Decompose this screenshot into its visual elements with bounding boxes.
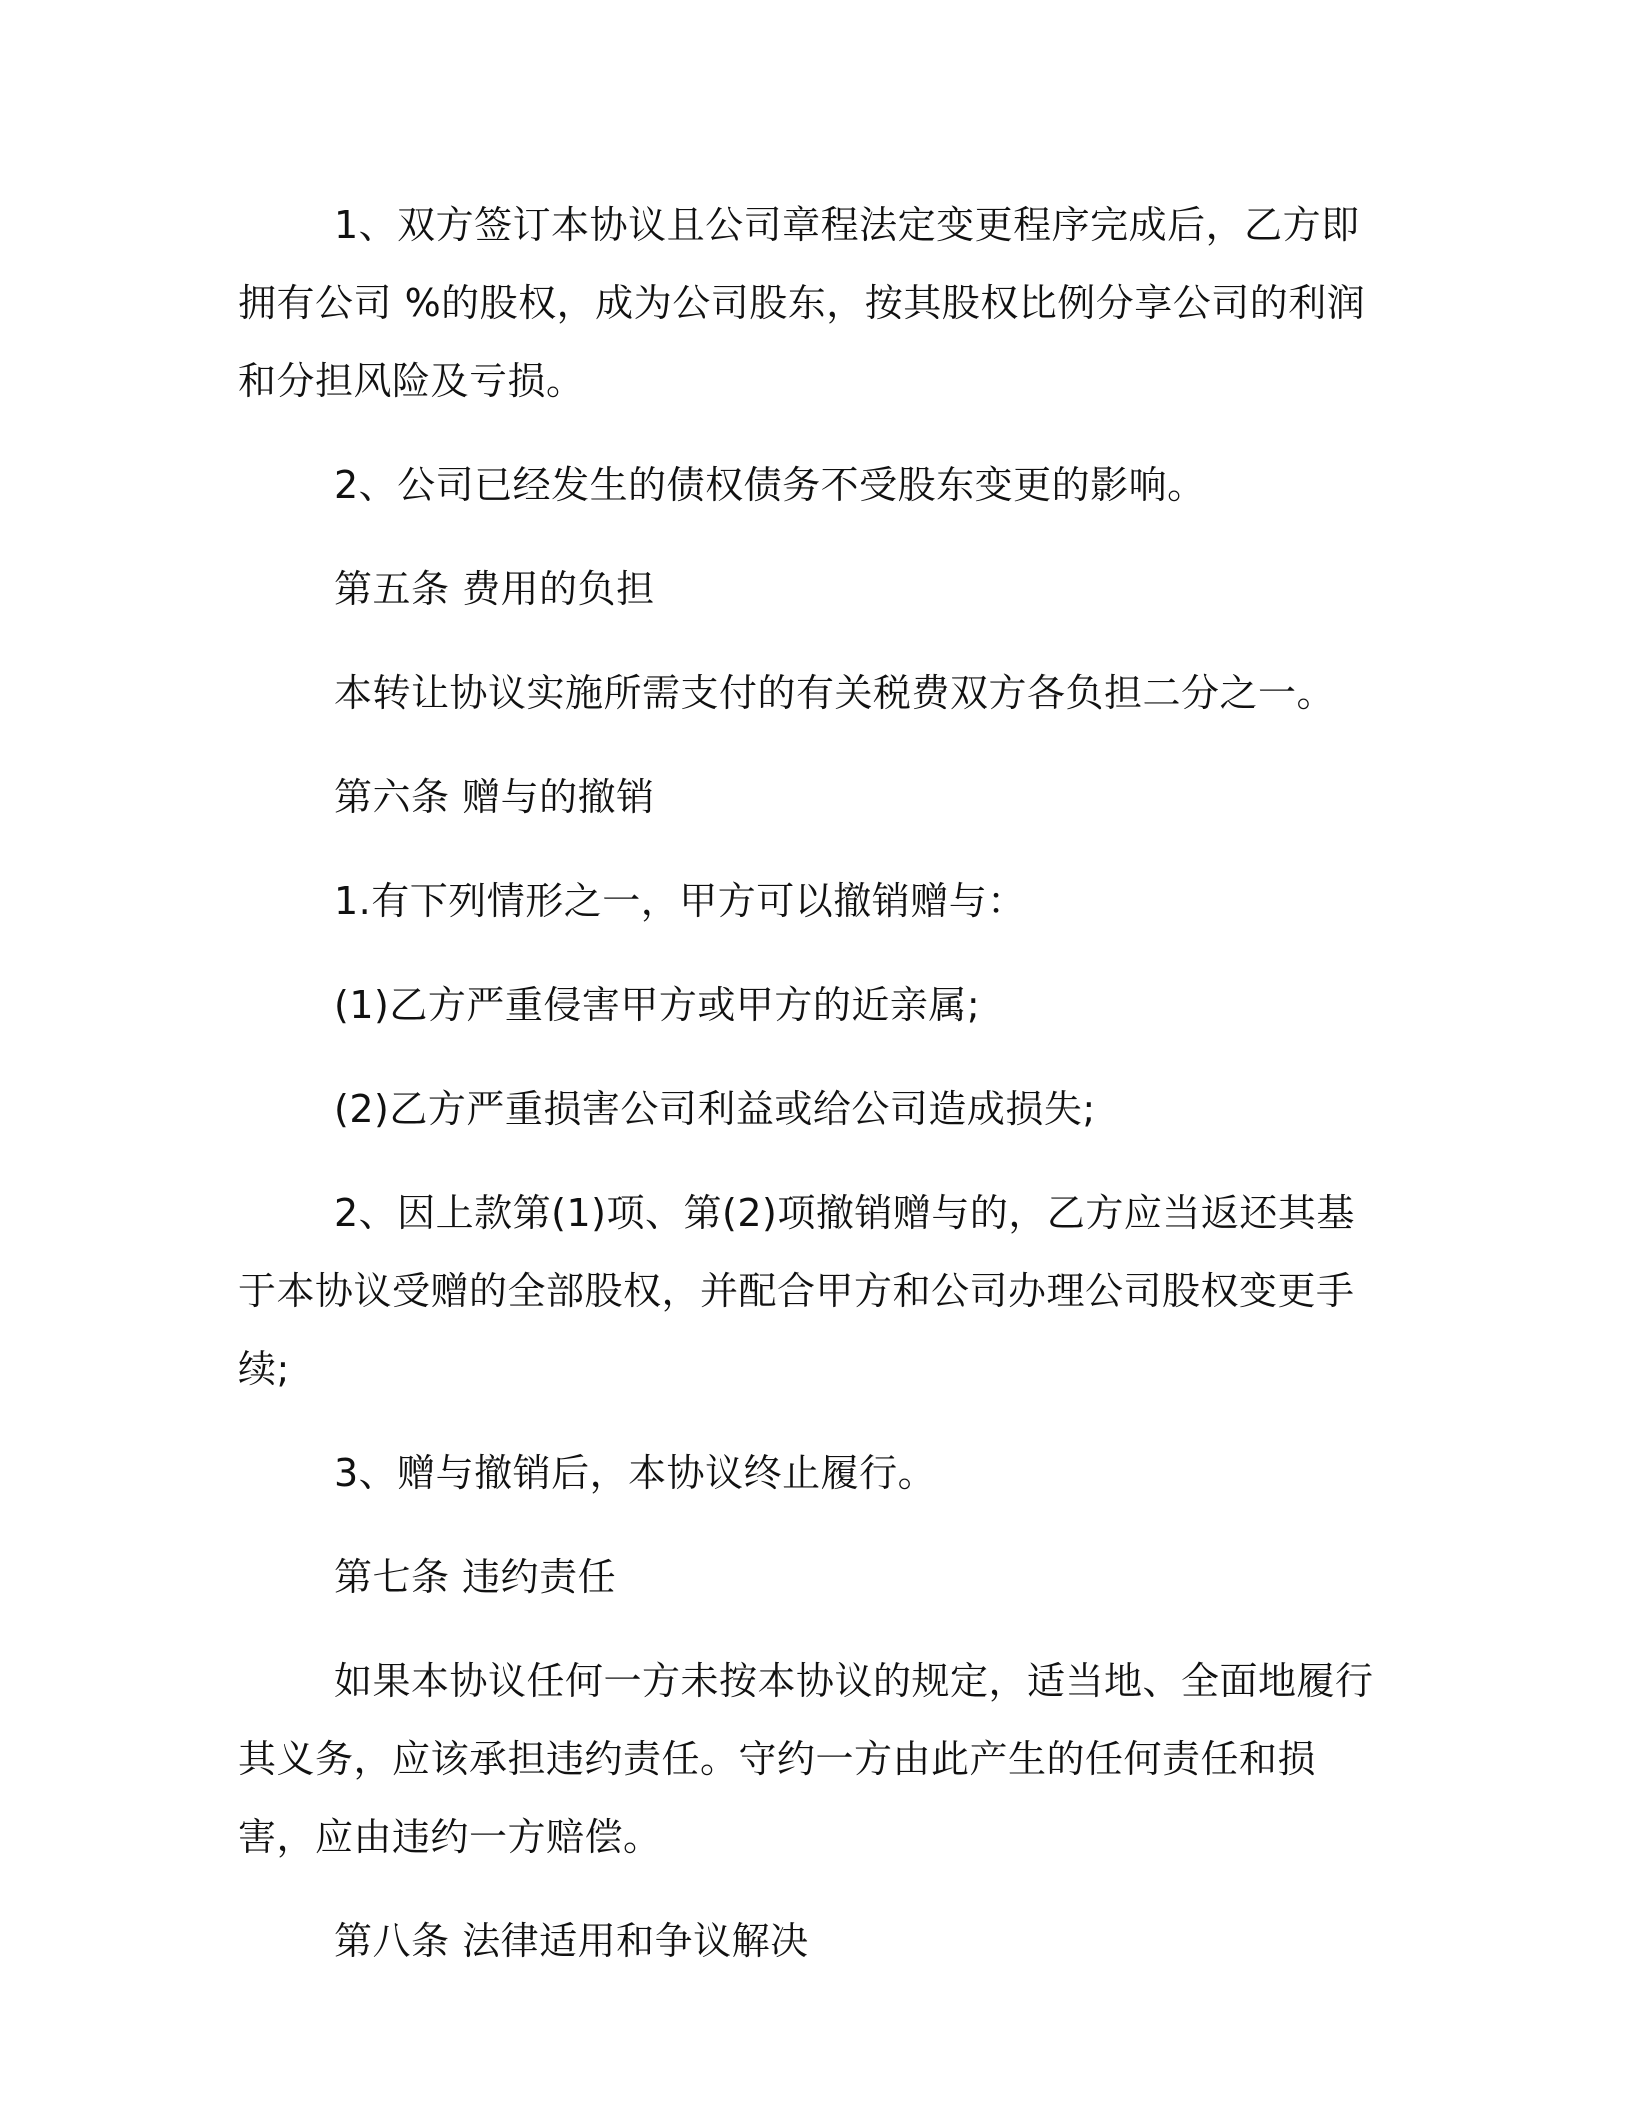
article-7-heading: 第七条 违约责任 [334, 1555, 617, 1599]
article-6-subitem-1: (1)乙方严重侵害甲方或甲方的近亲属; [334, 983, 981, 1027]
article-6-heading: 第六条 赠与的撤销 [334, 775, 655, 819]
article-5-text: 本转让协议实施所需支付的有关税费双方各负担二分之一。 [334, 671, 1336, 715]
article-7-text: 如果本协议任何一方未按本协议的规定，适当地、全面地履行其义务，应该承担违约责任。守约一方由此产生的任何责任和损害，应由违约一方赔偿。 [238, 1659, 1374, 1859]
document-body [238, 186, 1378, 1980]
article-5-heading: 第五条 费用的负担 [334, 567, 655, 611]
article-6-item-2: 2、因上款第(1)项、第(2)项撤销赠与的，乙方应当返还其基于本协议受赠的全部股权，并配合甲方和公司办理公司股权变更手续; [238, 1191, 1355, 1391]
article-8-heading: 第八条 法律适用和争议解决 [334, 1919, 809, 1963]
article-6-item-1: 1.有下列情形之一，甲方可以撤销赠与： [334, 879, 1026, 923]
article-6-subitem-2: (2)乙方严重损害公司利益或给公司造成损失; [334, 1087, 1096, 1131]
clause-4-item-2: 2、公司已经发生的债权债务不受股东变更的影响。 [334, 463, 1206, 507]
clause-4-item-1: 1、双方签订本协议且公司章程法定变更程序完成后，乙方即拥有公司 %的股权，成为公司股东，按其股权比例分享公司的利润和分担风险及亏损。 [238, 203, 1366, 403]
article-6-item-3: 3、赠与撤销后，本协议终止履行。 [334, 1451, 937, 1495]
